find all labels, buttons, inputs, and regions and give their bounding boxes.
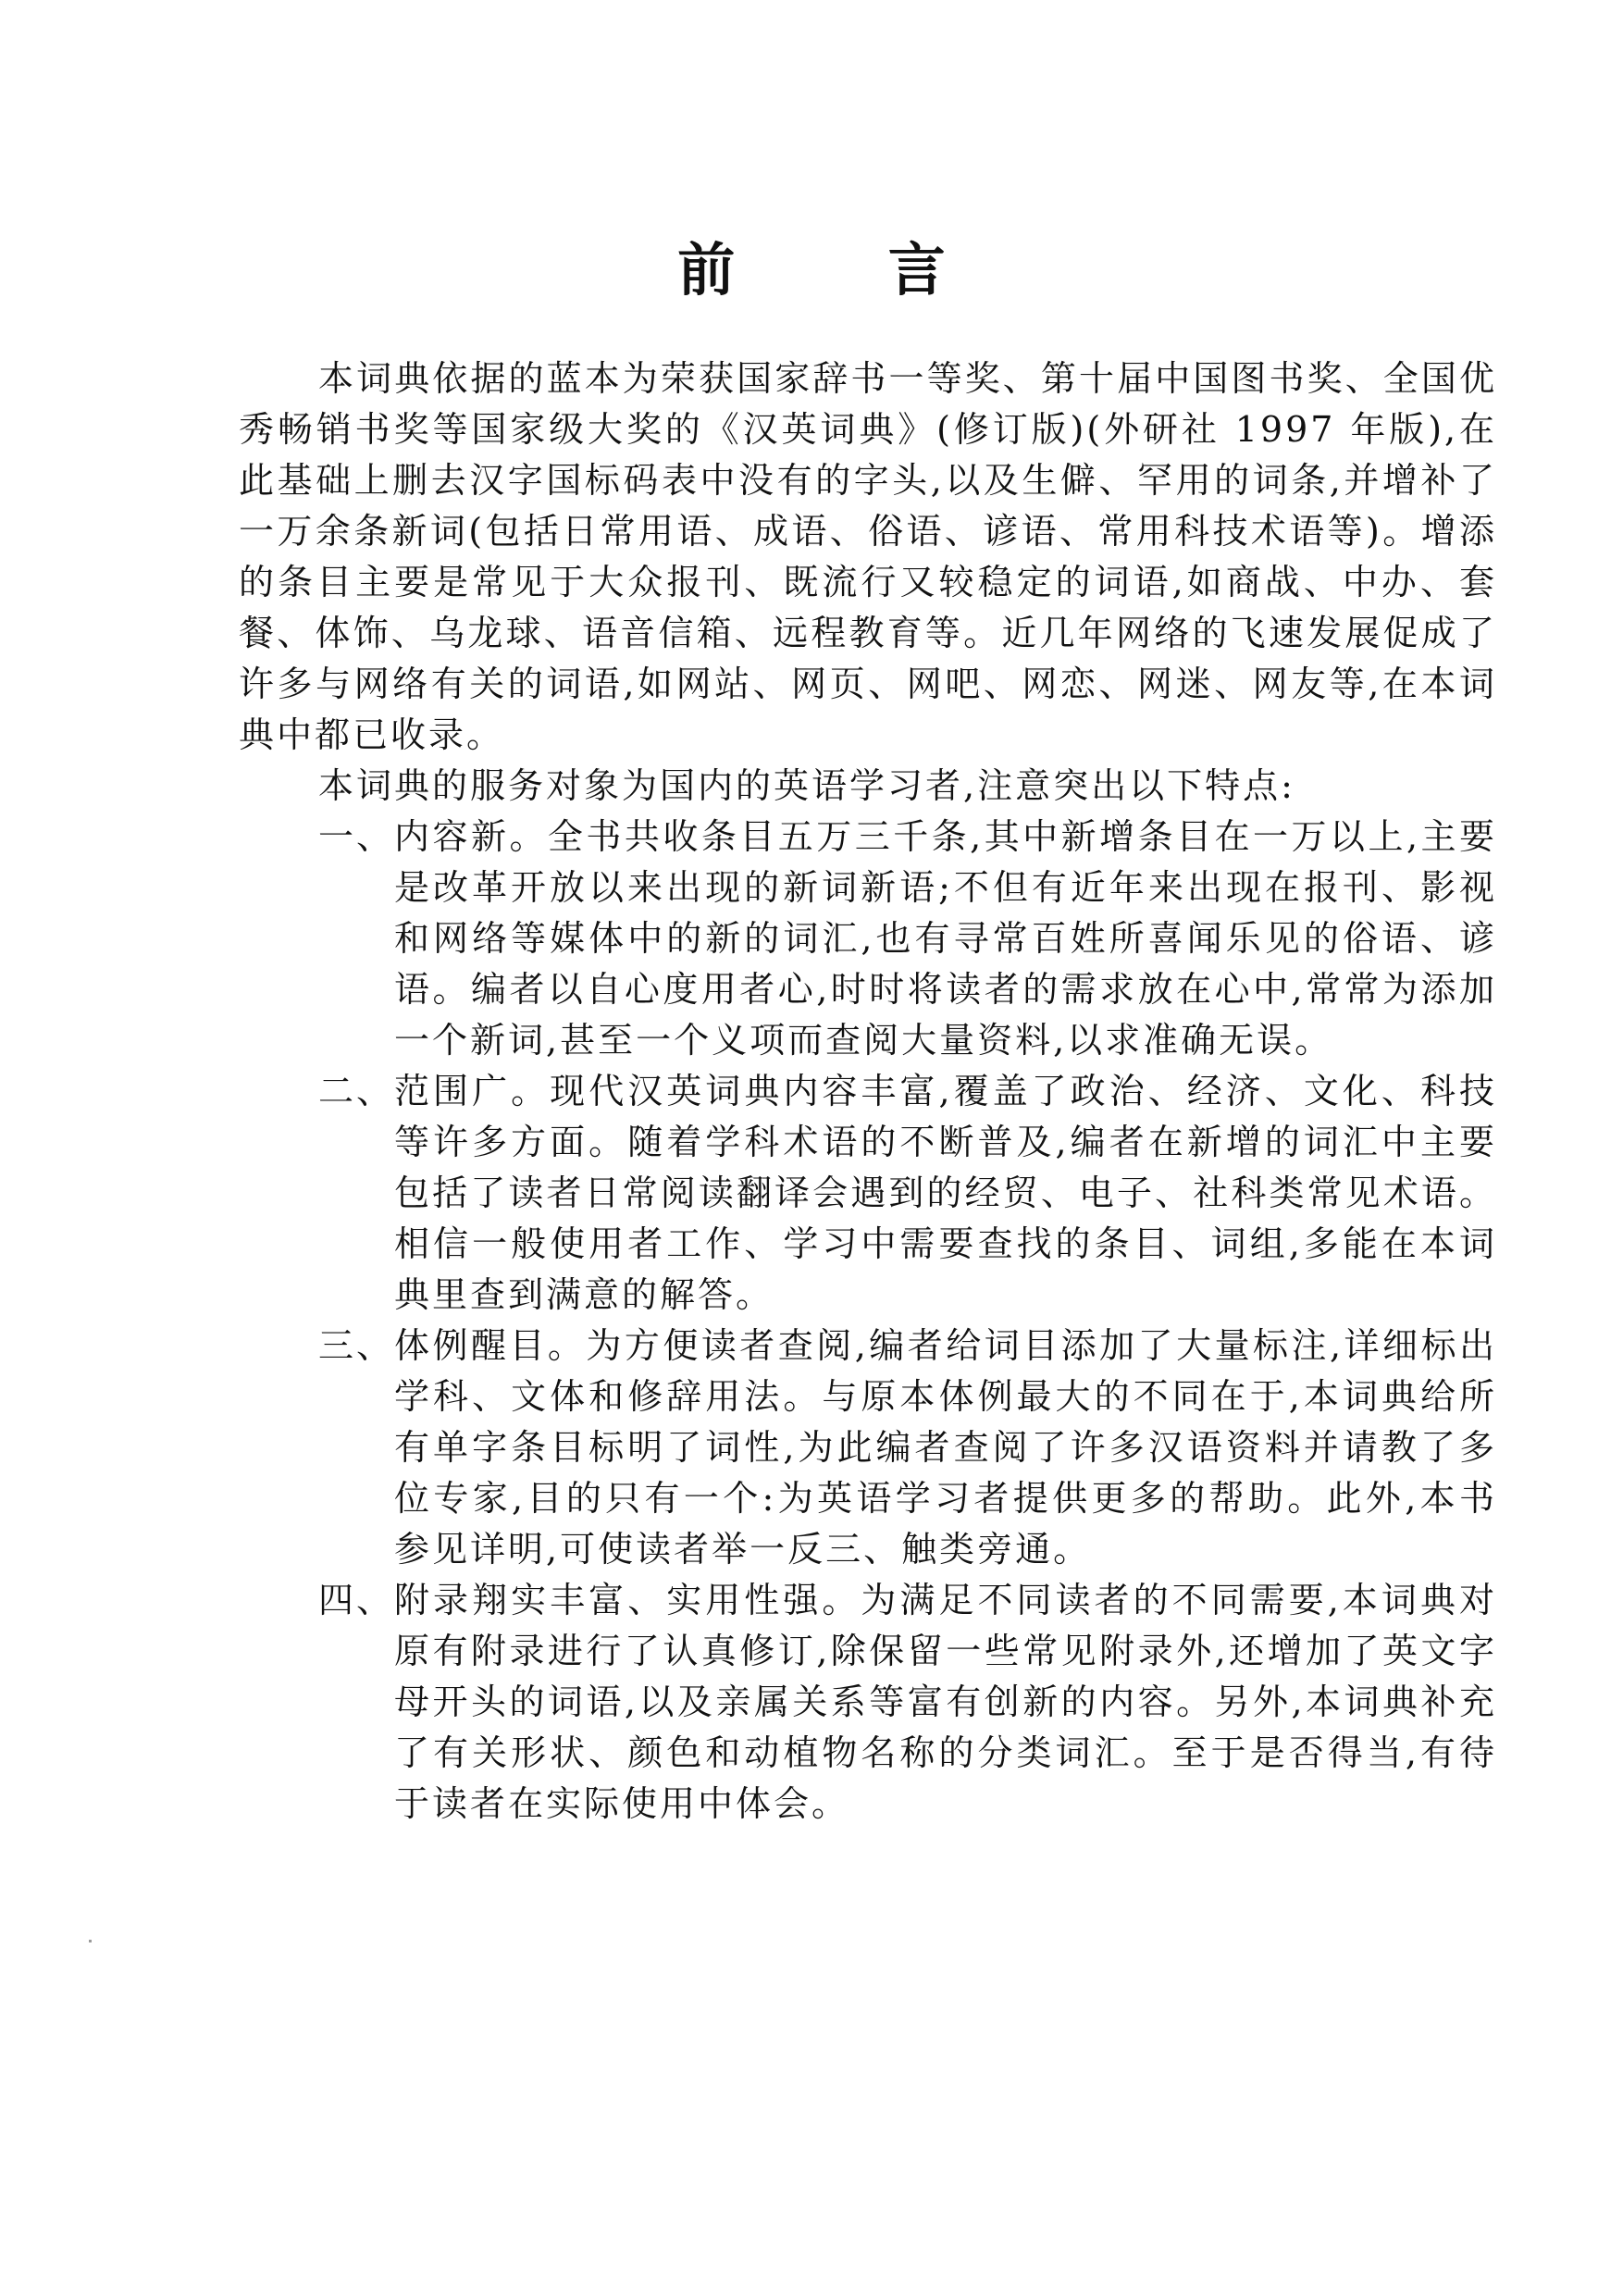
feature-heading: 附录翔实丰富、实用性强。 — [394, 1580, 861, 1620]
feature-text: 为方便读者查阅,编者给词目添加了大量标注,详细标出学科、文体和修辞用法。与原本体例最大的不同在于,本词典给所有单字条目标明了词性,为此编者查阅了许多汉语资料并请教了多位专家,目的只有一个:为英语学习者提供更多的帮助。此外,本书参见详明,可使读者举一反三、触类旁通。 — [394, 1325, 1497, 1570]
feature-number: 一、 — [318, 816, 395, 857]
feature-item — [239, 1575, 1497, 1830]
feature-text: 全书共收条目五万三千条,其中新增条目在一万以上,主要是改革开放以来出现的新词新语;不但有近年来出现在报刊、影视和网络等媒体中的新的词汇,也有寻常百姓所喜闻乐见的俗语、谚语。编者以自心度用者心,时时将读者的需求放在心中,常常为添加一个新词,甚至一个义项而查阅大量资料,以求准确无误。 — [394, 816, 1497, 1061]
feature-text: 为满足不同读者的不同需要,本词典对原有附录进行了认真修订,除保留一些常见附录外,还增加了英文字母开头的词语,以及亲属关系等富有创新的内容。另外,本词典补充了有关形状、颜色和动植物名称的分类词汇。至于是否得当,有待于读者在实际使用中体会。 — [394, 1580, 1497, 1824]
feature-body — [394, 1066, 1497, 1321]
feature-body — [394, 1575, 1497, 1830]
feature-number: 二、 — [318, 1071, 395, 1111]
feature-heading: 范围广。 — [394, 1071, 551, 1111]
page-title: 前 言 — [677, 235, 1012, 304]
feature-item — [239, 1066, 1497, 1321]
feature-number: 三、 — [318, 1325, 395, 1366]
feature-body — [394, 812, 1497, 1066]
feature-heading: 体例醒目。 — [394, 1325, 587, 1366]
scan-speck — [89, 1940, 92, 1942]
feature-item — [239, 812, 1497, 1066]
preface-body — [239, 354, 1497, 1830]
intro-paragraph: 本词典依据的蓝本为荣获国家辞书一等奖、第十届中国图书奖、全国优秀畅销书奖等国家级大奖的《汉英词典》(修订版)(外研社 1997 年版),在此基础上删去汉字国标码表中没有的字头,以及生僻、罕用的词条,并增补了一万余条新词(包括日常用语、成语、俗语、谚语、常用科技术语等)。增添的条目主要是常见于大众报刊、既流行又较稳定的词语,如商战、中办、套餐、体饰、乌龙球、语音信箱、远程教育等。近几年网络的飞速发展促成了许多与网络有关的词语,如网站、网页、网吧、网恋、网迷、网友等,在本词典中都已收录。 — [239, 358, 1497, 755]
feature-body — [394, 1321, 1497, 1575]
features-intro-paragraph: 本词典的服务对象为国内的英语学习者,注意突出以下特点: — [318, 765, 1295, 806]
feature-text: 现代汉英词典内容丰富,覆盖了政治、经济、文化、科技等许多方面。随着学科术语的不断普及,编者在新增的词汇中主要包括了读者日常阅读翻译会遇到的经贸、电子、社科类常见术语。相信一般使用者工作、学习中需要查找的条目、词组,多能在本词典里查到满意的解答。 — [394, 1071, 1497, 1315]
feature-number: 四、 — [318, 1580, 395, 1620]
feature-item — [239, 1321, 1497, 1575]
feature-heading: 内容新。 — [394, 816, 548, 857]
features-list — [239, 812, 1497, 1830]
